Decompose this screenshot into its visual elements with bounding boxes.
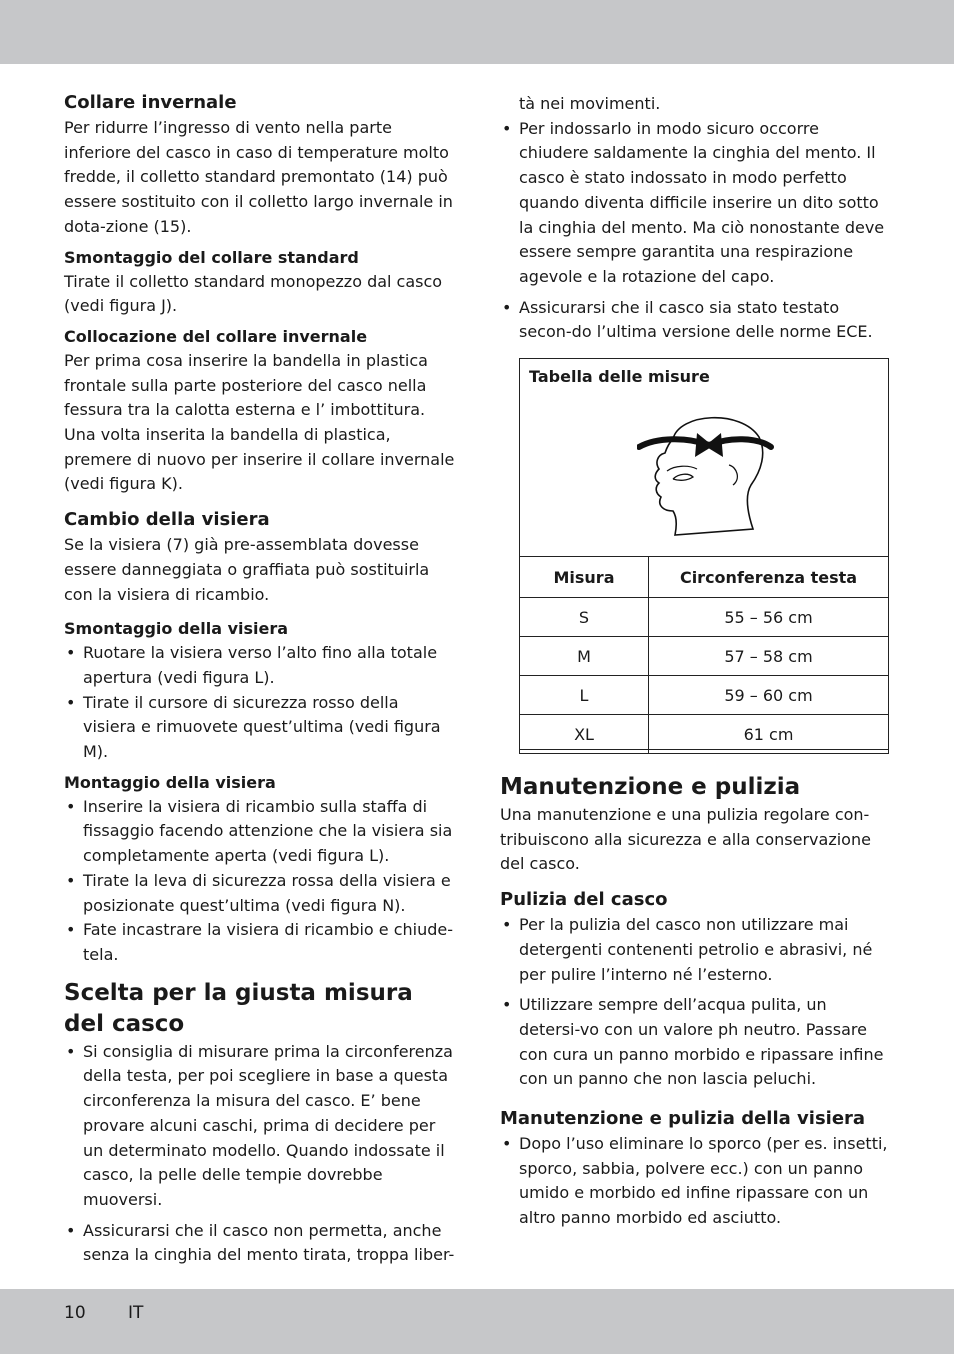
size-cell: S	[520, 598, 649, 637]
section-title-cambio: Cambio della visiera	[64, 509, 270, 531]
right-column-lower	[500, 772, 892, 1231]
size-table	[519, 358, 889, 750]
size-cell: XL	[520, 715, 649, 754]
section-title-scelta: Scelta per la giusta misura del casco	[64, 979, 413, 1037]
helmet-fit-list	[500, 117, 892, 345]
circumference-cell: 55 – 56 cm	[649, 598, 889, 637]
scelta-list	[64, 1040, 456, 1268]
subsection-title-montaggio: Montaggio della visiera	[64, 772, 276, 792]
list-item: • Tirate la leva di sicurezza rossa della visiera e posizionate quest’ultima (vedi figura N).	[64, 869, 456, 918]
subsection-title-collocazione: Collocazione del collare invernale	[64, 326, 368, 346]
list-item: • Assicurarsi che il casco sia stato testato secon-do l’ultima versione delle norme ECE.	[500, 296, 892, 345]
size-table-title: Tabella delle misure	[529, 367, 710, 386]
smontaggio-visiera-list	[64, 641, 456, 765]
language-code: IT	[128, 1303, 144, 1323]
circumference-cell: 61 cm	[649, 715, 889, 754]
list-item: • Inserire la visiera di ricambio sulla staffa di fissaggio facendo attenzione che la visiera sia completamente aperta (vedi figura L).	[64, 795, 456, 869]
circumference-cell: 57 – 58 cm	[649, 637, 889, 676]
list-item: • Assicurarsi che il casco non permetta, anche senza la cinghia del mento tirata, troppa liber-	[64, 1219, 456, 1268]
circumference-cell: 59 – 60 cm	[649, 676, 889, 715]
table-row	[520, 598, 889, 637]
subsection-title-smontaggio-visiera: Smontaggio della visiera	[64, 619, 289, 639]
list-item: • Tirate il cursore di sicurezza rosso della visiera e rimuovete quest’ultima (vedi figura M).	[64, 691, 456, 765]
collocazione-text: Per prima cosa inserire la bandella in plastica frontale sulla parte posteriore del casco nella fessura tra la calotta esterna e l’ imbottitura. Una volta inserita la bandella di plastica, premere di nuovo per inserire il collare invernale (vedi figura K).	[64, 350, 455, 494]
table-row	[520, 676, 889, 715]
table-row	[520, 715, 889, 754]
page-number: 10	[64, 1303, 86, 1323]
manutenzione-text: Una manutenzione e una pulizia regolare con-tribuiscono alla sicurezza e alla conservazione del casco.	[500, 805, 871, 874]
section-title-pulizia: Pulizia del casco	[500, 889, 668, 911]
list-item: • Dopo l’uso eliminare lo sporco (per es. insetti, sporco, sabbia, polvere ecc.) con un panno umido e morbido ed infine ripassare con un altro panno morbido ed asciutto.	[500, 1132, 892, 1231]
right-column	[500, 92, 892, 345]
left-column	[64, 90, 456, 1268]
size-grid	[519, 556, 889, 754]
column-header-misura: Misura	[520, 557, 649, 598]
visiera-list	[500, 1132, 892, 1231]
column-header-circonferenza: Circonferenza testa	[649, 557, 889, 598]
collare-text: Per ridurre l’ingresso di vento nella parte inferiore del casco in caso di temperature molto fredde, il colletto standard premontato (14) può essere sostituito con il colletto largo invernale in dota-zione (15).	[64, 118, 453, 236]
table-row	[520, 637, 889, 676]
size-cell: L	[520, 676, 649, 715]
subsection-title-smontaggio-collare: Smontaggio del collare standard	[64, 247, 359, 267]
list-item: • Per la pulizia del casco non utilizzare mai detergenti contenenti petrolio e abrasivi, né per pulire l’interno né l’esterno.	[500, 913, 892, 987]
section-title-manutenzione: Manutenzione e pulizia	[500, 774, 801, 800]
head-measure-illustration	[637, 407, 777, 539]
section-title-visiera: Manutenzione e pulizia della visiera	[500, 1108, 866, 1130]
list-item: • Per indossarlo in modo sicuro occorre chiudere saldamente la cinghia del mento. Il casco è stato indossato in modo perfetto quando diventa difficile inserire un dito sotto la cinghia del mento. Ma ciò nonostante deve essere sempre garantita una respirazione agevole e la rotazione del capo.	[500, 117, 892, 290]
list-item: • Utilizzare sempre dell’acqua pulita, un detersi-vo con un valore ph neutro. Passare con cura un panno morbido e ripassare infine con un panno che non lascia peluchi.	[500, 993, 892, 1092]
list-item: • Si consiglia di misurare prima la circonferenza della testa, per poi scegliere in base a questa circonferenza la misura del casco. E’ bene provare alcuni caschi, prima di decidere per un determinato modello. Quando indossate il casco, la pelle delle tempie dovrebbe muoversi.	[64, 1040, 456, 1213]
montaggio-list	[64, 795, 456, 968]
table-header-row	[520, 557, 889, 598]
smontaggio-collare-text: Tirate il colletto standard monopezzo dal casco (vedi figura J).	[64, 271, 443, 316]
header-band	[0, 0, 954, 64]
pulizia-list	[500, 913, 892, 1092]
list-item: • Ruotare la visiera verso l’alto fino alla totale apertura (vedi figura L).	[64, 641, 456, 690]
size-cell: M	[520, 637, 649, 676]
cambio-text: Se la visiera (7) già pre-assemblata dovesse essere danneggiata o graffiata può sostituirla con la visiera di ricambio.	[64, 535, 430, 604]
section-title-collare: Collare invernale	[64, 92, 237, 113]
list-item: • Fate incastrare la visiera di ricambio e chiude-tela.	[64, 918, 456, 967]
continued-text: tà nei movimenti.	[519, 94, 661, 113]
